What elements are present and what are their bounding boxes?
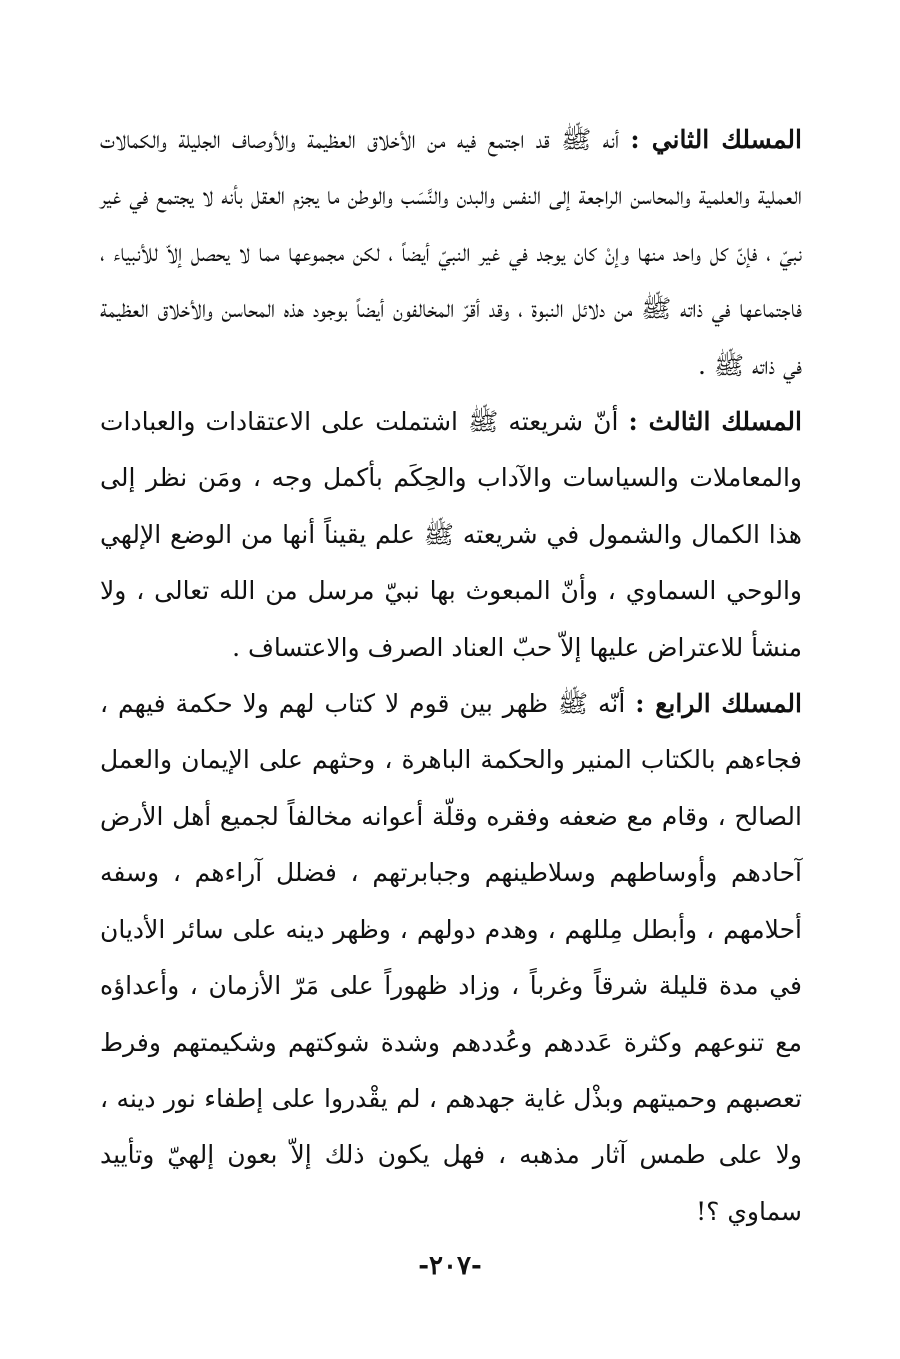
paragraph-text: أنه ﷺ قد اجتمع فيه من الأخلاق العظيمة والأوصاف الجليلة والكمالات العملية والعلمية والمحاسن الراجعة إلى النفس والبدن والنَّسَب والوطن ما يجزم العقل بأنه لا يجتمع في غير نبيّ ، فإنّ كل واحد منها وإنْ كان يوجد في غير النبيّ أيضاً ، لكن مجموعها مما لا يحصل إلاّ للأنبياء ، فاجتماعها في ذاته ﷺ من دلائل النبوة ، وقد أقرّ المخالفون أيضاً بوجود هذه المحاسن والأخلاق العظيمة في ذاته ﷺ . <box>100 125 802 380</box>
paragraph-text: أنّه ﷺ ظهر بين قوم لا كتاب لهم ولا حكمة فيهم ، فجاءهم بالكتاب المنير والحكمة الباهرة ، وحثهم على الإيمان والعمل الصالح ، وقام مع ضعفه وفقره وقلّة أعوانه مخالفاً لجميع أهل الأرض آحادهم وأوساطهم وسلاطينهم وجبابرتهم ، فضلل آراءهم ، وسفه أحلامهم ، وأبطل مِللهم ، وهدم دولهم ، وظهر دينه على سائر الأديان في مدة قليلة شرقاً وغرباً ، وزاد ظهوراً على مَرّ الأزمان ، وأعداؤه مع تنوعهم وكثرة عَددهم وعُددهم وشدة شوكتهم وشكيمتهم وفرط تعصبهم وحميتهم وبذْل غاية جهدهم ، لم يقْدروا على إطفاء نور دينه ، ولا على طمس آثار مذهبه ، فهل يكون ذلك إلاّ بعون إلهيّ وتأييد سماوي ؟! <box>100 689 802 1226</box>
page-number: -٢٠٧- <box>418 1251 482 1281</box>
paragraph-second-path <box>100 112 802 394</box>
paragraph-heading: المسلك الثالث : <box>628 407 802 437</box>
paragraph-heading: المسلك الرابع : <box>635 689 802 719</box>
paragraph-text: أنّ شريعته ﷺ اشتملت على الاعتقادات والعبادات والمعاملات والسياسات والآداب والحِكَم بأكمل وجه ، ومَن نظر إلى هذا الكمال والشمول في شريعته ﷺ علم يقيناً أنها من الوضع الإلهي والوحي السماوي ، وأنّ المبعوث بها نبيّ مرسل من الله تعالى ، ولا منشأ للاعتراض عليها إلاّ حبّ العناد الصرف والاعتساف . <box>100 407 802 662</box>
paragraph-third-path <box>100 394 802 676</box>
paragraph-fourth-path <box>100 676 802 1240</box>
paragraph-heading: المسلك الثاني : <box>630 125 802 154</box>
page-body <box>100 112 802 1240</box>
